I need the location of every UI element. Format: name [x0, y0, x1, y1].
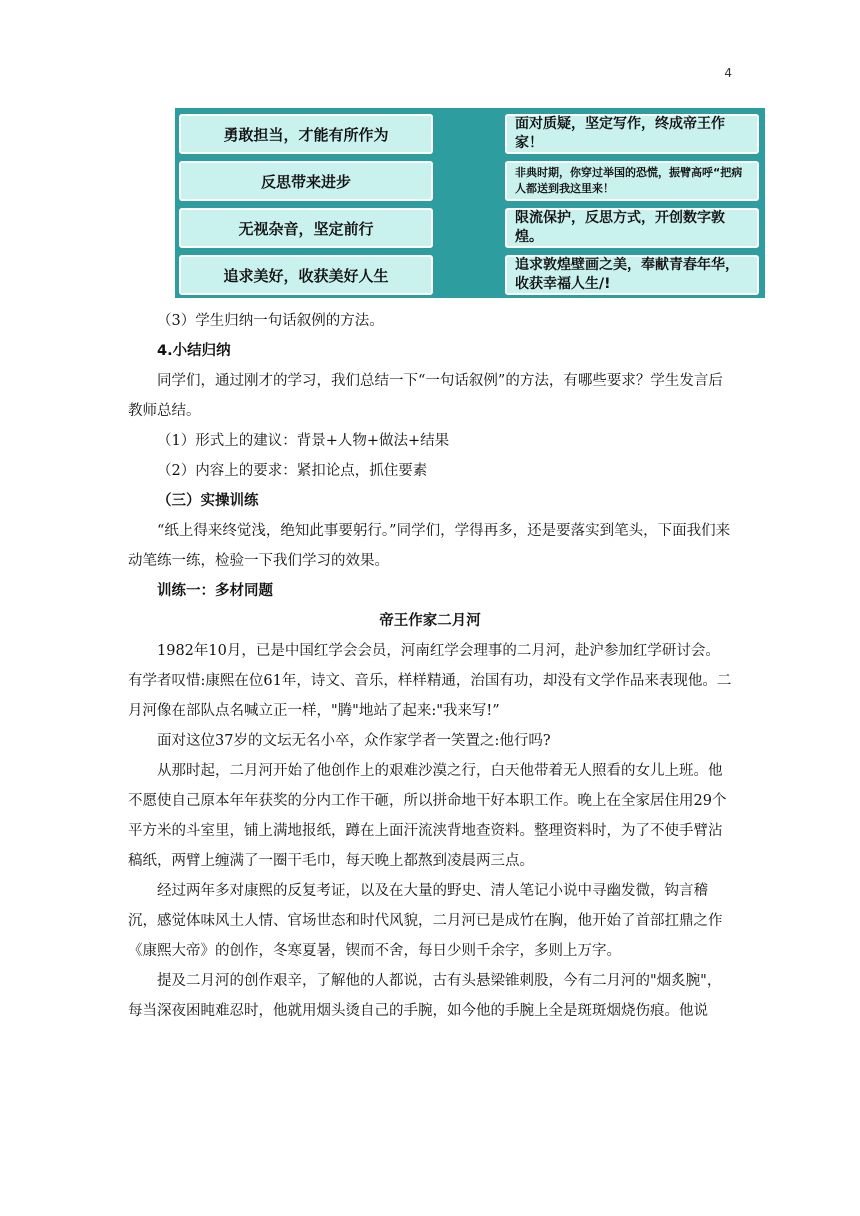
paragraph: “纸上得来终觉浅，绝知此事要躬行。”同学们，学得再多，还是要落实到笔头，下面我们来动笔练一练，检验一下我们学习的效果。	[128, 523, 731, 569]
paragraph: 同学们，通过刚才的学习，我们总结一下“一句话叙例”的方法，有哪些要求？学生发言后教师总结。	[128, 373, 723, 419]
paragraph: （1）形式上的建议：背景+人物+做法+结果	[157, 433, 450, 449]
argument-example-table	[175, 108, 765, 298]
page-number: 4	[724, 66, 732, 80]
paragraph: （3）学生归纳一句话叙例的方法。	[157, 313, 384, 329]
example-cell: 面对质疑，坚定写作，终成帝王作家！	[505, 114, 759, 154]
paragraph: （2）内容上的要求：紧扣论点，抓住要素	[157, 463, 428, 479]
document-body	[128, 306, 732, 1026]
paragraph: 面对这位37岁的文坛无名小卒，众作家学者一笑置之:他行吗?	[157, 733, 551, 749]
section-heading: 训练一：多材同题	[157, 583, 273, 599]
argument-cell: 无视杂音，坚定前行	[179, 208, 433, 248]
paragraph: 经过两年多对康熙的反复考证，以及在大量的野史、清人笔记小说中寻幽发微，钩言稽沉，感觉体味风土人情、官场世态和时代风貌，二月河已是成竹在胸，他开始了首部扛鼎之作《康熙大帝》的创作，冬寒夏暑，锲而不舍，每日少则千余字，多则上万字。	[128, 883, 723, 959]
paragraph: 从那时起，二月河开始了他创作上的艰难沙漠之行，白天他带着无人照看的女儿上班。他不愿使自己原本年年获奖的分内工作干砸，所以拼命地干好本职工作。晚上在全家居住用29个平方米的斗室里，铺上满地报纸，蹲在上面汗流浃背地查资料。整理资料时，为了不使手臂沾稿纸，两臂上缠满了一圈干毛巾，每天晚上都熬到凌晨两三点。	[128, 763, 727, 869]
paragraph: 1982年10月，已是中国红学会会员，河南红学会理事的二月河，赴沪参加红学研讨会。有学者叹惜:康熙在位61年，诗文、音乐，样样精通，治国有功，却没有文学作品来表现他。二月河像在部队点名喊立正一样，"腾"地站了起来:"我来写!”	[128, 643, 732, 719]
paragraph: 提及二月河的创作艰辛，了解他的人都说，古有头悬梁锥刺股，今有二月河的"烟炙腕"，每当深夜困盹难忍时，他就用烟头烫自己的手腕，如今他的手腕上全是斑斑烟烧伤痕。他说	[128, 973, 722, 1019]
example-cell: 限流保护，反思方式，开创数字敦煌。	[505, 208, 759, 248]
argument-cell: 反思带来进步	[179, 161, 433, 201]
example-cell: 非典时期，你穿过举国的恐慌，振臂高呼“把病人都送到我这里来！	[505, 161, 759, 201]
article-title: 帝王作家二月河	[379, 613, 481, 629]
argument-cell: 追求美好，收获美好人生	[179, 255, 433, 295]
example-cell: 追求敦煌壁画之美，奉献青春年华，收获幸福人生/!	[505, 255, 759, 295]
argument-cell: 勇敢担当，才能有所作为	[179, 114, 433, 154]
section-heading: 4.小结归纳	[157, 343, 231, 359]
section-heading: （三）实操训练	[157, 493, 259, 509]
